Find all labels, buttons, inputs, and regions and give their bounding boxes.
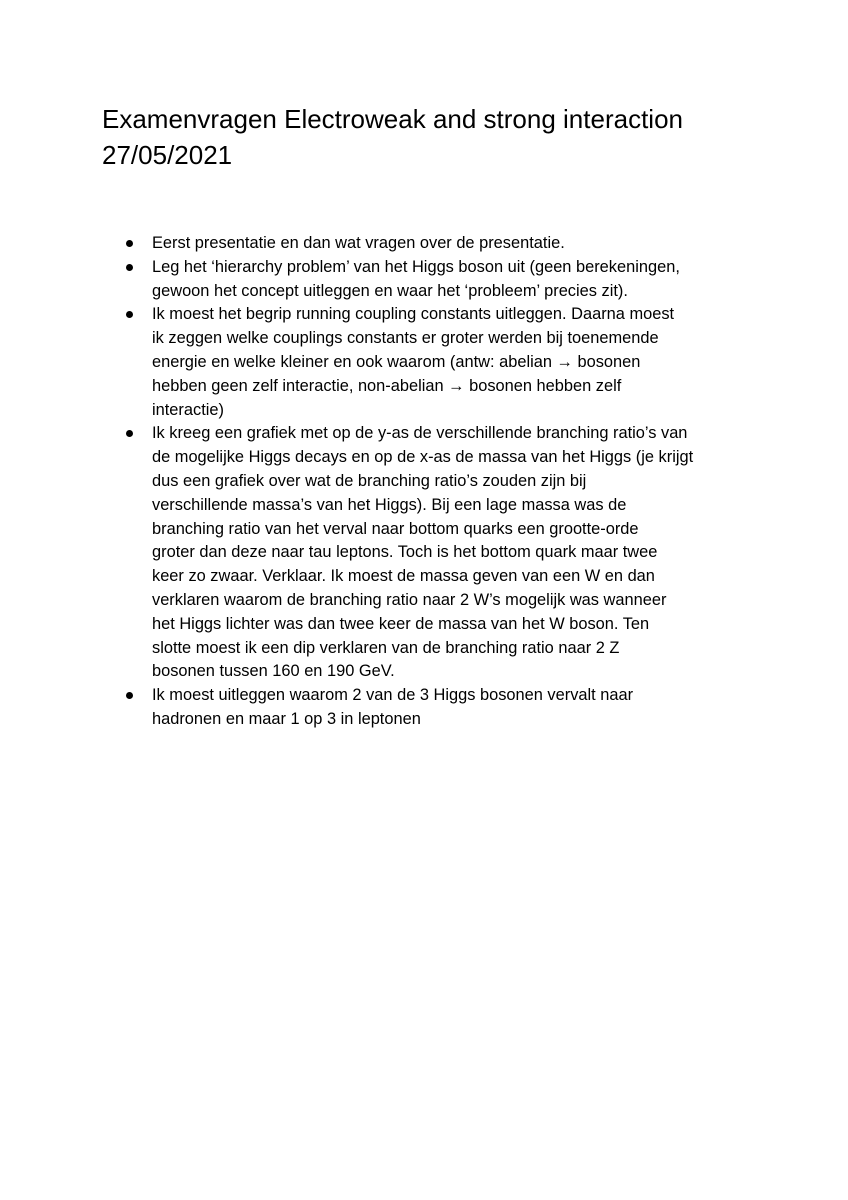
question-text-line: branching ratio van het verval naar bottom quarks een grootte-orde	[152, 519, 639, 538]
title-line: Examenvragen Electroweak and strong interaction	[102, 104, 683, 134]
question-text-line: verschillende massa’s van het Higgs). Bij een lage massa was de	[152, 495, 627, 514]
question-text-line: Leg het ‘hierarchy problem’ van het Higgs boson uit (geen berekeningen,	[152, 257, 680, 276]
question-item	[126, 256, 766, 304]
question-item	[126, 422, 766, 684]
question-text-line: keer zo zwaar. Verklaar. Ik moest de massa geven van een W en dan	[152, 567, 655, 586]
question-text-line: de mogelijke Higgs decays en op de x-as de massa van het Higgs (je krijgt	[152, 448, 694, 467]
question-text-line: interactie)	[152, 400, 224, 419]
question-text-line: hadronen en maar 1 op 3 in leptonen	[152, 709, 421, 728]
question-text-line: Ik moest het begrip running coupling constants uitleggen. Daarna moest	[152, 305, 675, 324]
question-text-line: gewoon het concept uitleggen en waar het ‘probleem’ precies zit).	[152, 281, 628, 300]
question-text-line: het Higgs lichter was dan twee keer de massa van het W boson. Ten	[152, 614, 650, 633]
bullet-dot-icon	[126, 264, 133, 271]
question-text-line: hebben geen zelf interactie, non-abelian → bosonen hebben zelf	[152, 376, 622, 395]
bullet-dot-icon	[126, 240, 133, 247]
question-item	[126, 303, 766, 422]
question-item	[126, 232, 766, 256]
question-text-line: bosonen tussen 160 en 190 GeV.	[152, 662, 395, 681]
question-item	[126, 684, 766, 732]
question-list	[126, 232, 766, 732]
question-text-line: ik zeggen welke couplings constants er groter werden bij toenemende	[152, 329, 659, 348]
question-text-line: dus een grafiek over wat de branching ratio’s zouden zijn bij	[152, 471, 587, 490]
question-text-line: groter dan deze naar tau leptons. Toch is het bottom quark maar twee	[152, 543, 658, 562]
question-text-line: verklaren waarom de branching ratio naar 2 W’s mogelijk was wanneer	[152, 590, 667, 609]
bullet-dot-icon	[126, 430, 133, 437]
question-text-line: energie en welke kleiner en ook waarom (antw: abelian → bosonen	[152, 352, 641, 371]
title-date: 27/05/2021	[102, 140, 233, 170]
question-text-line: Ik kreeg een grafiek met op de y-as de verschillende branching ratio’s van	[152, 424, 688, 443]
question-text-line: slotte moest ik een dip verklaren van de branching ratio naar 2 Z	[152, 638, 620, 657]
question-text-line: Eerst presentatie en dan wat vragen over de presentatie.	[152, 234, 565, 252]
question-text-line: Ik moest uitleggen waarom 2 van de 3 Higgs bosonen vervalt naar	[152, 686, 634, 705]
bullet-dot-icon	[126, 311, 133, 318]
document-title	[102, 101, 802, 173]
bullet-dot-icon	[126, 692, 133, 699]
